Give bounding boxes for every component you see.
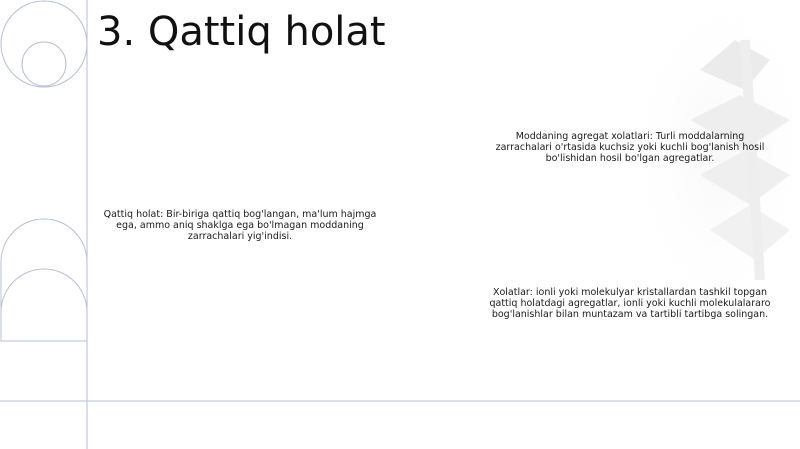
arch-outline-decor-icon bbox=[1, 219, 87, 341]
slide-title: 3. Qattiq holat bbox=[97, 9, 386, 55]
paragraph-aggregate-states: Moddaning agregat xolatlari: Turli moddalarning zarrachalari o'rtasida kuchsiz yoki kuchli bog'lanish hosil bo'lishidan hosil bo'lgan agregatlar. bbox=[495, 131, 765, 164]
circle-outline-decor-icon bbox=[22, 42, 66, 86]
circle-outline-decor-icon bbox=[1, 1, 87, 87]
arch-outline-decor-icon bbox=[1, 269, 87, 312]
paragraph-states: Xolatlar: ionli yoki molekulyar kristallardan tashkil topgan qattiq holatdagi agregatlar, ionli yoki kuchli molekulalararo bog'lanishlar bilan muntazam va tartibli tartibga solingan. bbox=[489, 287, 771, 320]
paragraph-solid-state: Qattiq holat: Bir-biriga qattiq bog'langan, ma'lum hajmga ega, ammo aniq shaklga ega bo'lmagan moddaning zarrachalari yig'indisi. bbox=[103, 209, 377, 242]
